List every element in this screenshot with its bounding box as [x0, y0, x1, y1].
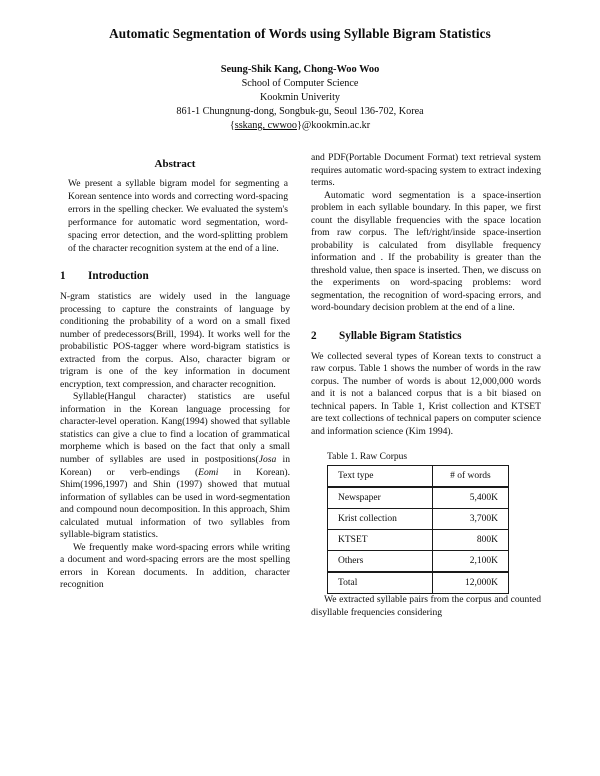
abstract-text: We present a syllable bigram model for segmenting a Korean sentence into words and correcting word-spacing errors in the spelling checker. We evaluated the system's performance for automatic word segmentation, word-spacing error detection, and the word-splitting problem of the character recognition system at the end of a line.	[68, 178, 288, 255]
table1-cell-type-2: KTSET	[328, 530, 433, 551]
intro-paragraph-3: We frequently make word-spacing errors while writing a document and word-spacing errors are the most spelling errors in Korean documents. In addition, character recognition	[60, 541, 290, 591]
table1-cell-words-total: 12,000K	[432, 572, 508, 594]
affiliation-university: Kookmin Univerity	[259, 91, 341, 103]
table-header-row	[328, 466, 509, 488]
bigram-paragraph-1: We collected several types of Korean texts to construct a raw corpus. Table 1 shows the number of words in the raw corpus. The number of words is about 12,000,000 words and it is not a balanced corpus that is a bit biased on technical papers. In Table 1, Krist collection and KTSET are text collections of technical papers on computer science and information science (Kim 1994).	[311, 350, 541, 437]
intro-paragraph-3-continued: and PDF(Portable Document Format) text retrieval system requires automatic word-spacing system to extract indexing terms.	[311, 152, 541, 189]
table1-body	[328, 487, 509, 594]
email-usernames: sskang, cwwoo	[234, 120, 297, 132]
affiliation-address: 861-1 Chungnung-dong, Songbuk-gu, Seoul 136-702, Korea	[176, 106, 424, 118]
right-column	[311, 152, 541, 619]
intro-paragraph-4: Automatic word segmentation is a space-insertion problem in each syllable boundary. In this paper, we first count the disyllable frequencies with the space location from raw corpus. The left/right/inside space-insertion probability is calculated from disyllable frequency information and . If the probability is greater than the threshold value, then space is inserted. Then, we discuss on the experiments on word-spacing problems: word segmentation, the recognition of word-spacing errors, and word-boundary decision problem at the end of a line.	[311, 189, 541, 314]
section-number: 1	[60, 270, 66, 283]
page-title: Automatic Segmentation of Words using Syllable Bigram Statistics	[109, 26, 491, 41]
table1-cell-type-0: Newspaper	[328, 487, 433, 509]
section-title: Syllable Bigram Statistics	[339, 329, 462, 342]
intro-paragraph-2	[60, 391, 290, 541]
table-row	[328, 487, 509, 509]
table1-header	[328, 466, 509, 488]
term-eomi: Eomi	[198, 466, 219, 478]
table1-header-num-words: # of words	[432, 466, 508, 488]
table-row	[328, 530, 509, 551]
author-block	[0, 43, 600, 134]
table1-cell-type-total: Total	[328, 572, 433, 594]
email-open-brace: {	[229, 120, 235, 132]
section-heading-introduction	[60, 270, 290, 282]
intro-p2-part-a: Syllable(Hangul character) statistics are useful information in the Korean language processing for character-level operation. Kang(1994) showed that syllable statistics can give a clue to find a location of grammatical morpheme which is based on the fact that only a small number of syllables are used in postpositions(	[60, 391, 290, 465]
author-names: Seung-Shik Kang, Chong-Woo Woo	[220, 63, 380, 75]
table1-cell-words-1: 3,700K	[432, 509, 508, 530]
table1-cell-words-0: 5,400K	[432, 487, 508, 509]
email-domain: }@kookmin.ac.kr	[297, 120, 371, 132]
affiliation-department: School of Computer Science	[241, 77, 359, 89]
intro-p2-part-c: in Korean). Shim(1996,1997) and Shin (1997) showed that mutual information of syllables can be used in word-segmentation and compound noun decomposition. In this approach, Shim calculated mutual information of two syllables from syllable-bigram statistics.	[60, 466, 290, 541]
table1-raw-corpus	[327, 465, 509, 594]
left-column	[60, 152, 290, 619]
table1-cell-words-2: 800K	[432, 530, 508, 551]
table1-container	[311, 452, 541, 594]
table1-cell-type-1: Krist collection	[328, 509, 433, 530]
term-josa: Josa	[258, 453, 277, 465]
section-number: 2	[311, 329, 317, 342]
section-title: Introduction	[88, 270, 149, 283]
table1-cell-type-3: Others	[328, 551, 433, 573]
intro-paragraph-1: N-gram statistics are widely used in the language processing to capture the constraints of language by conditioning the probability of a word on a small fixed number of predecessors(Brill, 1994). It works well for the probabilistic POS-tagger where word-bigram statistics is extracted from the corpus. Also, character bigram or trigram is one of the key information in document encryption, text compression, and character recognition.	[60, 291, 290, 390]
table1-cell-words-3: 2,100K	[432, 551, 508, 573]
table-row	[328, 509, 509, 530]
section-heading-syllable-bigram	[311, 330, 541, 342]
bigram-paragraph-2: We extracted syllable pairs from the corpus and counted disyllable frequencies considering	[311, 594, 541, 618]
abstract-heading: Abstract	[154, 158, 196, 170]
author-email	[58, 119, 542, 133]
table-row	[328, 551, 509, 573]
intro-p2-part-b: in Korean) or verb-endings (	[60, 453, 290, 478]
two-column-body	[0, 152, 600, 619]
table1-header-text-type: Text type	[328, 466, 433, 488]
table-row-total	[328, 572, 509, 594]
table1-caption: Table 1. Raw Corpus	[327, 452, 408, 463]
